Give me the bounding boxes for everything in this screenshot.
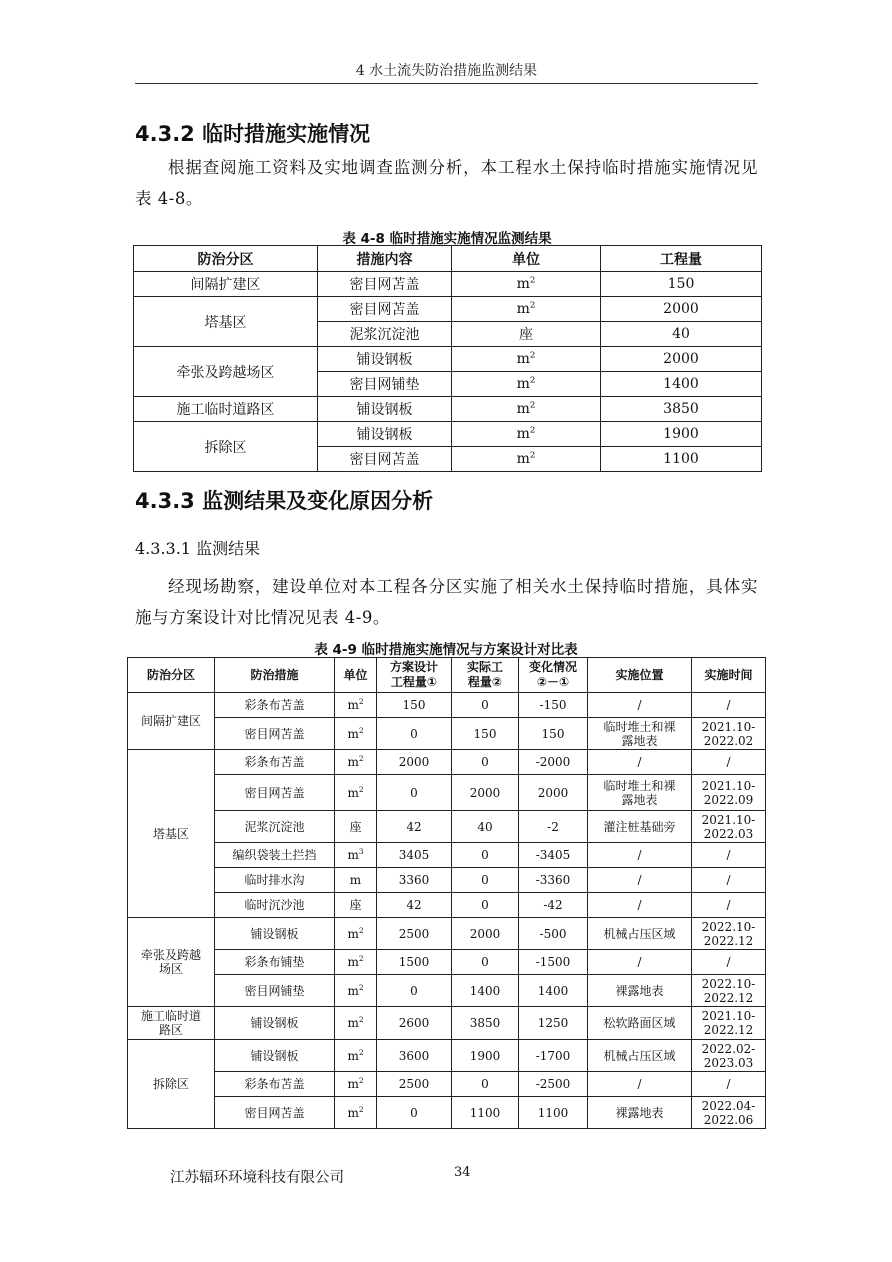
- location-cell: /: [588, 843, 692, 868]
- measure-cell: 铺设钢板: [318, 347, 452, 372]
- location-cell: /: [588, 1072, 692, 1097]
- table-row: [128, 1007, 766, 1040]
- unit-cell: [452, 372, 601, 397]
- design-qty-cell: 0: [377, 1097, 452, 1129]
- unit-exponent: 2: [529, 375, 536, 386]
- unit-cell: [452, 422, 601, 447]
- unit-cell: [335, 950, 377, 975]
- section-4-3-3-paragraph: 经现场勘察，建设单位对本工程各分区实施了相关水土保持临时措施，具体实施与方案设计对比情况见表 4-9。: [135, 577, 758, 627]
- unit-exponent: 2: [529, 275, 536, 286]
- unit-exponent: 2: [358, 725, 364, 735]
- table-row: [128, 693, 766, 718]
- change-cell: -1700: [519, 1040, 588, 1072]
- design-qty-cell: 2000: [377, 750, 452, 775]
- actual-qty-cell: 150: [452, 718, 519, 750]
- unit-base: m: [347, 785, 359, 800]
- zone-cell: 施工临时道路区: [134, 397, 318, 422]
- location-cell: 灌注桩基础旁: [588, 811, 692, 843]
- unit-base: m: [516, 426, 530, 442]
- design-qty-cell: 2500: [377, 918, 452, 950]
- location-cell: /: [588, 950, 692, 975]
- unit-exponent: 3: [358, 847, 364, 856]
- quantity-cell: 150: [601, 272, 762, 297]
- location-cell: /: [588, 868, 692, 893]
- quantity-cell: 1100: [601, 447, 762, 472]
- change-cell: -3405: [519, 843, 588, 868]
- zone-cell: 牵张及跨越 场区: [128, 918, 215, 1007]
- location-cell: 裸露地表: [588, 1097, 692, 1129]
- unit-exponent: 2: [358, 1047, 364, 1057]
- measure-cell: 彩条布铺垫: [215, 950, 335, 975]
- column-header: 实施时间: [692, 658, 766, 693]
- section-heading-4-3-2: 4.3.2 临时措施实施情况: [135, 122, 371, 146]
- unit-base: m: [347, 1016, 359, 1030]
- actual-qty-cell: 0: [452, 893, 519, 918]
- unit-cell: [452, 297, 601, 322]
- change-cell: 1100: [519, 1097, 588, 1129]
- quantity-cell: 2000: [601, 347, 762, 372]
- design-qty-cell: 42: [377, 893, 452, 918]
- unit-cell: [452, 447, 601, 472]
- table-row: [134, 272, 762, 297]
- design-qty-cell: 0: [377, 775, 452, 811]
- unit-base: m: [516, 401, 530, 417]
- unit-exponent: 2: [358, 754, 364, 763]
- unit-cell: [335, 893, 377, 918]
- unit-cell: [335, 1040, 377, 1072]
- table-row: [128, 975, 766, 1007]
- actual-qty-cell: 0: [452, 693, 519, 718]
- zone-cell: 施工临时道 路区: [128, 1007, 215, 1040]
- unit-base: m: [347, 926, 359, 941]
- unit-cell: [335, 750, 377, 775]
- table-row: [128, 1072, 766, 1097]
- zone-cell: 拆除区: [128, 1040, 215, 1129]
- measure-cell: 密目网苫盖: [318, 447, 452, 472]
- unit-cell: [335, 1097, 377, 1129]
- time-cell: /: [692, 893, 766, 918]
- actual-qty-cell: 40: [452, 811, 519, 843]
- actual-qty-cell: 2000: [452, 775, 519, 811]
- design-qty-cell: 3600: [377, 1040, 452, 1072]
- measure-cell: 彩条布苫盖: [215, 1072, 335, 1097]
- unit-exponent: 2: [358, 982, 364, 992]
- unit-exponent: 2: [358, 1104, 364, 1114]
- column-header: 实施位置: [588, 658, 692, 693]
- unit-base: m: [347, 1077, 359, 1091]
- measure-cell: 铺设钢板: [318, 422, 452, 447]
- table-row: [134, 397, 762, 422]
- unit-base: m: [347, 848, 359, 862]
- measure-cell: 铺设钢板: [318, 397, 452, 422]
- measure-cell: 铺设钢板: [215, 1040, 335, 1072]
- unit-base: 座: [349, 819, 362, 834]
- change-cell: 2000: [519, 775, 588, 811]
- column-header: 防治措施: [215, 658, 335, 693]
- table-4-9-header-row: [128, 658, 766, 693]
- column-header: 变化情况 ②－①: [519, 658, 588, 693]
- column-header: 方案设计 工程量①: [377, 658, 452, 693]
- measure-cell: 密目网苫盖: [215, 775, 335, 811]
- measure-cell: 密目网苫盖: [318, 297, 452, 322]
- column-header: 实际工 程量②: [452, 658, 519, 693]
- time-cell: /: [692, 868, 766, 893]
- unit-base: m: [347, 955, 359, 969]
- measure-cell: 泥浆沉淀池: [215, 811, 335, 843]
- time-cell: 2021.10- 2022.03: [692, 811, 766, 843]
- unit-cell: [335, 868, 377, 893]
- location-cell: 临时堆土和裸 露地表: [588, 718, 692, 750]
- actual-qty-cell: 1400: [452, 975, 519, 1007]
- zone-cell: 间隔扩建区: [128, 693, 215, 750]
- unit-exponent: 2: [529, 300, 536, 311]
- location-cell: /: [588, 693, 692, 718]
- change-cell: -3360: [519, 868, 588, 893]
- design-qty-cell: 2500: [377, 1072, 452, 1097]
- location-cell: 机械占压区域: [588, 1040, 692, 1072]
- table-row: [134, 347, 762, 372]
- table-row: [128, 775, 766, 811]
- table-row: [128, 1097, 766, 1129]
- change-cell: -2500: [519, 1072, 588, 1097]
- unit-base: m: [347, 726, 359, 741]
- column-header: 单位: [452, 246, 601, 272]
- table-row: [128, 893, 766, 918]
- unit-base: 座: [519, 327, 533, 343]
- table-row: [128, 868, 766, 893]
- table-row: [134, 297, 762, 322]
- unit-cell: [335, 843, 377, 868]
- unit-cell: [452, 397, 601, 422]
- design-qty-cell: 1500: [377, 950, 452, 975]
- design-qty-cell: 0: [377, 718, 452, 750]
- location-cell: 机械占压区域: [588, 918, 692, 950]
- table-row: [128, 718, 766, 750]
- actual-qty-cell: 0: [452, 750, 519, 775]
- section-4-3-2-paragraph: 根据查阅施工资料及实地调查监测分析，本工程水土保持临时措施实施情况见表 4-8。: [135, 158, 758, 208]
- unit-base: m: [347, 983, 359, 998]
- unit-base: m: [516, 301, 530, 317]
- time-cell: /: [692, 693, 766, 718]
- unit-exponent: 2: [358, 697, 364, 706]
- quantity-cell: 3850: [601, 397, 762, 422]
- measure-cell: 密目网苫盖: [215, 1097, 335, 1129]
- unit-base: 座: [349, 898, 362, 912]
- sub-heading-4-3-3-1: 4.3.3.1 监测结果: [135, 539, 261, 558]
- location-cell: /: [588, 750, 692, 775]
- design-qty-cell: 3360: [377, 868, 452, 893]
- unit-base: m: [347, 1105, 359, 1120]
- unit-base: m: [347, 755, 359, 769]
- time-cell: /: [692, 843, 766, 868]
- measure-cell: 临时排水沟: [215, 868, 335, 893]
- change-cell: 1250: [519, 1007, 588, 1040]
- quantity-cell: 1900: [601, 422, 762, 447]
- design-qty-cell: 0: [377, 975, 452, 1007]
- unit-cell: [335, 775, 377, 811]
- measure-cell: 密目网苫盖: [318, 272, 452, 297]
- unit-cell: [335, 975, 377, 1007]
- table-4-9-caption: 表 4-9 临时措施实施情况与方案设计对比表: [314, 642, 578, 658]
- actual-qty-cell: 1100: [452, 1097, 519, 1129]
- time-cell: 2022.04- 2022.06: [692, 1097, 766, 1129]
- unit-exponent: 2: [529, 400, 536, 411]
- measure-cell: 铺设钢板: [215, 1007, 335, 1040]
- quantity-cell: 40: [601, 322, 762, 347]
- change-cell: -42: [519, 893, 588, 918]
- unit-base: m: [349, 873, 362, 887]
- column-header: 单位: [335, 658, 377, 693]
- column-header: 工程量: [601, 246, 762, 272]
- location-cell: 临时堆土和裸 露地表: [588, 775, 692, 811]
- time-cell: 2022.02- 2023.03: [692, 1040, 766, 1072]
- change-cell: -2000: [519, 750, 588, 775]
- column-header: 防治分区: [134, 246, 318, 272]
- column-header: 防治分区: [128, 658, 215, 693]
- unit-cell: [335, 811, 377, 843]
- actual-qty-cell: 0: [452, 868, 519, 893]
- design-qty-cell: 2600: [377, 1007, 452, 1040]
- actual-qty-cell: 0: [452, 1072, 519, 1097]
- measure-cell: 铺设钢板: [215, 918, 335, 950]
- time-cell: /: [692, 950, 766, 975]
- unit-cell: [335, 693, 377, 718]
- zone-cell: 间隔扩建区: [134, 272, 318, 297]
- unit-base: m: [516, 376, 530, 392]
- page-number: 34: [454, 1165, 471, 1180]
- unit-cell: [452, 322, 601, 347]
- running-header: 4 水土流失防治措施监测结果: [355, 63, 538, 79]
- quantity-cell: 2000: [601, 297, 762, 322]
- change-cell: -1500: [519, 950, 588, 975]
- measure-cell: 密目网苫盖: [215, 718, 335, 750]
- unit-exponent: 2: [358, 954, 364, 963]
- table-4-8-caption: 表 4-8 临时措施实施情况监测结果: [342, 231, 552, 247]
- change-cell: -500: [519, 918, 588, 950]
- unit-base: m: [347, 1048, 359, 1063]
- unit-base: m: [516, 451, 530, 467]
- time-cell: 2021.10- 2022.12: [692, 1007, 766, 1040]
- measure-cell: 彩条布苫盖: [215, 750, 335, 775]
- table-row: [128, 950, 766, 975]
- table-row: [128, 1040, 766, 1072]
- unit-exponent: 2: [529, 425, 536, 436]
- actual-qty-cell: 1900: [452, 1040, 519, 1072]
- location-cell: 裸露地表: [588, 975, 692, 1007]
- column-header: 措施内容: [318, 246, 452, 272]
- unit-exponent: 2: [358, 925, 364, 935]
- time-cell: 2021.10- 2022.02: [692, 718, 766, 750]
- time-cell: 2021.10- 2022.09: [692, 775, 766, 811]
- change-cell: 1400: [519, 975, 588, 1007]
- design-qty-cell: 150: [377, 693, 452, 718]
- time-cell: 2022.10- 2022.12: [692, 918, 766, 950]
- change-cell: -2: [519, 811, 588, 843]
- design-qty-cell: 3405: [377, 843, 452, 868]
- zone-cell: 拆除区: [134, 422, 318, 472]
- actual-qty-cell: 3850: [452, 1007, 519, 1040]
- unit-cell: [335, 1007, 377, 1040]
- time-cell: /: [692, 1072, 766, 1097]
- unit-cell: [335, 718, 377, 750]
- table-4-8-header-row: [134, 246, 762, 272]
- time-cell: 2022.10- 2022.12: [692, 975, 766, 1007]
- table-4-9: [127, 657, 766, 1129]
- actual-qty-cell: 0: [452, 950, 519, 975]
- unit-base: m: [347, 698, 359, 712]
- measure-cell: 彩条布苫盖: [215, 693, 335, 718]
- unit-exponent: 2: [529, 350, 536, 361]
- change-cell: 150: [519, 718, 588, 750]
- change-cell: -150: [519, 693, 588, 718]
- zone-cell: 塔基区: [134, 297, 318, 347]
- design-qty-cell: 42: [377, 811, 452, 843]
- table-4-8: [133, 245, 762, 472]
- unit-exponent: 2: [358, 784, 364, 794]
- unit-cell: [335, 918, 377, 950]
- zone-cell: 塔基区: [128, 750, 215, 918]
- table-row: [134, 422, 762, 447]
- measure-cell: 密目网铺垫: [318, 372, 452, 397]
- header-rule: [135, 83, 758, 84]
- unit-exponent: 2: [529, 450, 536, 461]
- actual-qty-cell: 2000: [452, 918, 519, 950]
- table-row: [128, 750, 766, 775]
- measure-cell: 密目网铺垫: [215, 975, 335, 1007]
- unit-exponent: 2: [358, 1076, 364, 1085]
- table-row: [128, 918, 766, 950]
- measure-cell: 泥浆沉淀池: [318, 322, 452, 347]
- section-heading-4-3-3: 4.3.3 监测结果及变化原因分析: [135, 489, 434, 513]
- unit-base: m: [516, 351, 530, 367]
- table-row: [128, 811, 766, 843]
- time-cell: /: [692, 750, 766, 775]
- table-row: [128, 843, 766, 868]
- unit-cell: [452, 347, 601, 372]
- unit-base: m: [516, 276, 530, 292]
- unit-cell: [335, 1072, 377, 1097]
- zone-cell: 牵张及跨越场区: [134, 347, 318, 397]
- measure-cell: 临时沉沙池: [215, 893, 335, 918]
- location-cell: 松软路面区域: [588, 1007, 692, 1040]
- measure-cell: 编织袋装土拦挡: [215, 843, 335, 868]
- actual-qty-cell: 0: [452, 843, 519, 868]
- footer-company: 江苏辐环环境科技有限公司: [170, 1170, 344, 1186]
- unit-exponent: 2: [358, 1015, 364, 1024]
- unit-cell: [452, 272, 601, 297]
- quantity-cell: 1400: [601, 372, 762, 397]
- location-cell: /: [588, 893, 692, 918]
